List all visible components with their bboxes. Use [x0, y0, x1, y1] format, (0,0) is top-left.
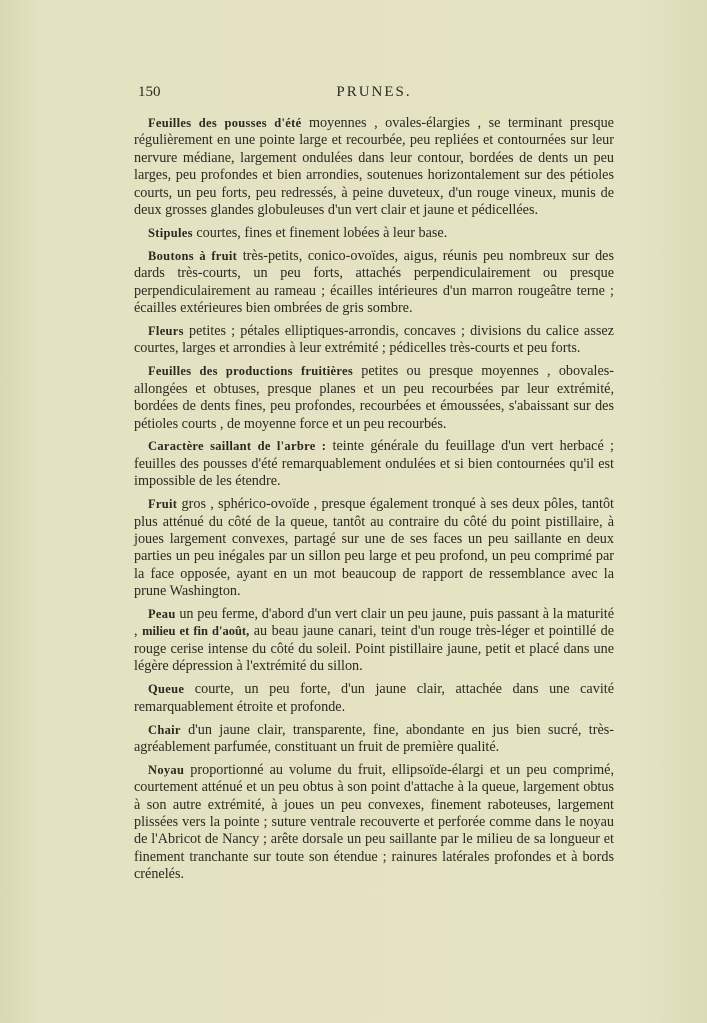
paragraph-text: gros , sphérico-ovoïde , presque également tronqué à ses deux pôles, tantôt plus atténué du côté de la queue, tantôt au contraire du côté du point pistillaire, à joues largement convexes, partagé sur une de ses faces un peu saillante en deux parties un peu inégales par un sillon peu large et peu profond, un peu comprimé par la face opposée, ayant en un mot beaucoup de rapport de ressemblance avec la prune Washington.: [134, 496, 614, 600]
page-header: [136, 84, 612, 104]
paragraph-feuilles-pousses: [134, 115, 614, 219]
paragraph-lead: Stipules: [148, 225, 193, 240]
paragraph-noyau: [134, 762, 614, 884]
paragraph-fruit: [134, 496, 614, 600]
paragraph-lead: Feuilles des pousses d'été: [148, 116, 302, 130]
paragraph-lead: Noyau: [148, 762, 185, 777]
paragraph-text: d'un jaune clair, transparente, fine, abondante en jus bien sucré, très-agréablement parfumée, constituant un fruit de première qualité.: [134, 721, 614, 755]
paragraph-caractere: [134, 438, 614, 490]
paragraph-text: teinte générale du feuillage d'un vert herbacé ; feuilles des pousses d'été remarquablement ondulées et si bien contournées qu'il est impossible de les étendre.: [134, 438, 615, 490]
paragraph-lead: Peau: [148, 607, 176, 622]
paragraph-text: courtes, fines et finement lobées à leur base.: [192, 224, 448, 241]
paragraph-text: au beau jaune canari, teint d'un rouge très-léger et pointillé de rouge cerise intense du côté du soleil. Point pistillaire jaune, petit et placé dans une légère dépression à l'extrémité du sillon.: [134, 623, 615, 675]
paragraph-lead: Fruit: [148, 497, 178, 512]
paragraph-inline-bold: milieu et fin d'août,: [142, 624, 250, 639]
paragraph-text: proportionné au volume du fruit, ellipsoïde-élargi et un peu comprimé, courtement atténué et un peu obtus à son point d'attache à la queue, largement obtus à son autre extrémité, à joues un peu convexes, finement raboteuses, largement plissées vers la pointe ; suture ventrale recouverte et perforée comme dans le noyau de l'Abricot de Nancy ; arête dorsale un peu saillante par le milieu de sa longueur et finement tranchante sur toute son étendue ; rainures latérales profondes et à bords crénelés.: [134, 761, 614, 883]
paragraph-queue: [134, 681, 614, 716]
paragraph-text: un peu ferme, d'abord d'un vert clair un peu jaune, puis passant à la maturité ,: [134, 606, 614, 640]
paragraph-lead: Caractère saillant de l'arbre :: [148, 439, 327, 454]
paragraph-chair: [134, 722, 614, 757]
paragraph-lead: Chair: [148, 722, 181, 737]
paragraph-fleurs: [134, 323, 614, 358]
paragraph-text: très-petits, conico-ovoïdes, aigus, réunis peu nombreux sur des dards très-courts, un peu forts, attachés perpendiculairement ou presque perpendiculairement au rameau ; écailles intérieures d'un marron rougeâtre terne ; écailles extérieures bien ombrées de gris sombre.: [134, 247, 614, 317]
paragraph-boutons: [134, 248, 614, 318]
running-title: PRUNES.: [336, 84, 412, 100]
paragraph-lead: Feuilles des productions fruitières: [148, 364, 354, 379]
paragraph-lead: Fleurs: [148, 323, 184, 338]
paragraph-feuilles-productions: [134, 363, 614, 433]
paragraph-lead: Boutons à fruit: [148, 248, 238, 263]
page-body: [134, 115, 614, 889]
page-number: 150: [138, 84, 161, 100]
paragraph-peau: [134, 606, 614, 676]
paragraph-text: petites ; pétales elliptiques-arrondis, concaves ; divisions du calice assez courtes, larges et arrondies à leur extrémité ; pédicelles très-courts et peu forts.: [134, 322, 614, 357]
paragraph-lead: Queue: [148, 682, 185, 697]
paragraph-text: courte, un peu forte, d'un jaune clair, attachée dans une cavité remarquablement étroite et profonde.: [134, 681, 614, 715]
paragraph-stipules: [134, 225, 614, 242]
paragraph-text: moyennes , ovales-élargies , se terminant presque régulièrement en une pointe large et recourbée, peu repliées et contournées sur leur nervure médiane, largement ondulées dans leur contour, bordées de dents un peu larges, peu profondes et bien arrondies, soutenues horizontalement sur des pétioles courts, un peu forts, peu redressés, à peine duveteux, d'un rouge vineux, munis de deux grosses glandes globuleuses d'un vert clair et jaune et pédicellées.: [134, 115, 614, 219]
paragraph-text: petites ou presque moyennes , obovales-allongées et obtuses, presque planes et un peu recourbées par leur extrémité, bordées de dents fines, peu profondes, recourbées et émoussées, s'abaissant sur des pétioles courts , de moyenne force et un peu recourbés.: [134, 363, 614, 432]
